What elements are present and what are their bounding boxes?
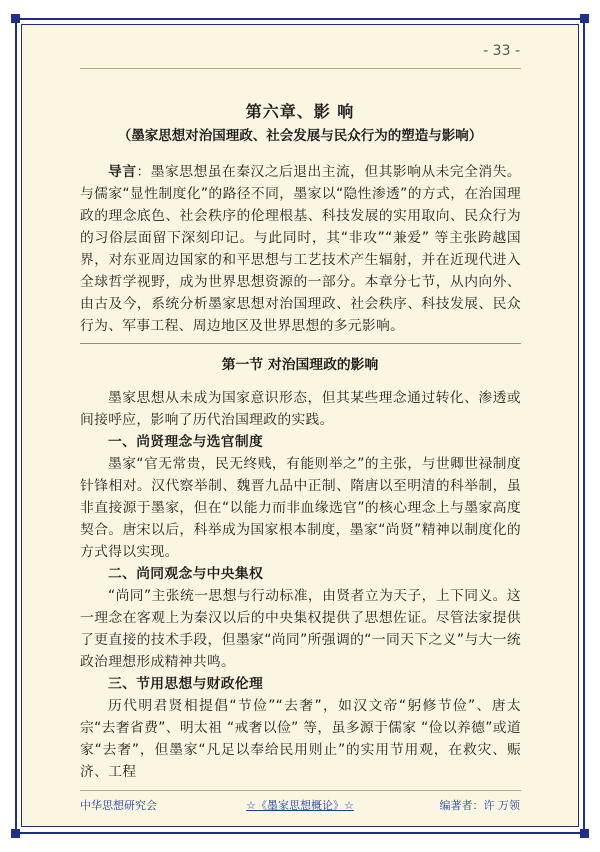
section-divider — [80, 343, 521, 344]
page-number: - 33 - — [483, 43, 520, 59]
subsection-heading-2: 二、尚同观念与中央集权 — [108, 566, 264, 582]
corner-ornament-top-left — [11, 14, 20, 23]
corner-ornament-bottom-left — [11, 829, 20, 838]
corner-ornament-top-right — [580, 14, 589, 23]
chapter-title: 第六章、影 响 — [245, 102, 355, 121]
footer-editor — [440, 797, 521, 813]
intro-paragraph — [80, 161, 521, 337]
footer-editor-label: 编著者： — [439, 799, 484, 812]
subsection-text-1: 墨家“官无常贵，民无终贱，有能则举之”的主张，与世卿世禄制度针锋相对。汉代察举制、魏晋九品中正制、隋唐以至明清的科举制，虽非直接源于墨家，但在“以能力而非血缘选官”的核心理念上与墨家高度契合。唐宋以后，科举成为国家根本制度，墨家“尚贤”精神以制度化的方式得以实现。 — [80, 456, 521, 560]
intro-label: 导言 — [108, 164, 137, 180]
section-intro-paragraph: 墨家思想从未成为国家意识形态，但其某些理念通过转化、渗透或间接呼应，影响了历代治国理政的实践。 — [80, 390, 521, 428]
subsection-text-3: 历代明君贤相提倡“节俭”“去奢”，如汉文帝“躬修节俭”、唐太宗“去奢省费”、明太祖 “戒奢以俭” 等，虽多源于儒家 “俭以养德”或道家“去奢”，但墨家“凡足以奉给民用则止”的实用节用观，在救灾、赈济、工程 — [80, 698, 521, 780]
intro-block — [80, 161, 521, 337]
subsection-text-2: “尚同”主张统一思想与行动标准，由贤者立为天子，上下同义。这一理念在客观上为秦汉以后的中央集权提供了思想佐证。尽管法家提供了更直接的技术手段，但墨家“尚同”所强调的“一同天下之义”与大一统政治理想形成精神共鸣。 — [80, 588, 521, 670]
subsection-heading-3: 三、节用思想与财政伦理 — [108, 676, 264, 692]
footer-editor-name: 许 万领 — [483, 799, 520, 812]
footer-organization: 中华思想研究会 — [80, 799, 157, 812]
header-rule — [80, 68, 521, 69]
section-title: 第一节 对治国理政的影响 — [221, 357, 379, 373]
footer-book-title-link[interactable]: ☆《墨家思想概论》☆ — [246, 799, 354, 812]
intro-text: ：墨家思想虽在秦汉之后退出主流，但其影响从未完全消失。与儒家“显性制度化”的路径不同，墨家以“隐性渗透”的方式，在治国理政的理念底色、社会秩序的伦理根基、科技发展的实用取向、民众行为的习俗层面留下深刻印记。与此同时，其“非攻”“兼爱” 等主张跨越国界，对东亚周边国家的和平思想与工艺技术产生辐射，并在近现代进入全球哲学视野，成为世界思想资源的一部分。本章分七节，从内向外、由古及今，系统分析墨家思想对治国理政、社会秩序、科技发展、民众行为、军事工程、周边地区及世界思想的多元影响。 — [80, 164, 521, 334]
corner-ornament-bottom-right — [580, 829, 589, 838]
chapter-subtitle: （墨家思想对治国理政、社会发展与民众行为的塑造与影响） — [117, 128, 483, 144]
subsection-heading-1: 一、尚贤理念与选官制度 — [108, 434, 264, 450]
footer-rule — [80, 790, 521, 791]
section-body — [80, 387, 521, 783]
